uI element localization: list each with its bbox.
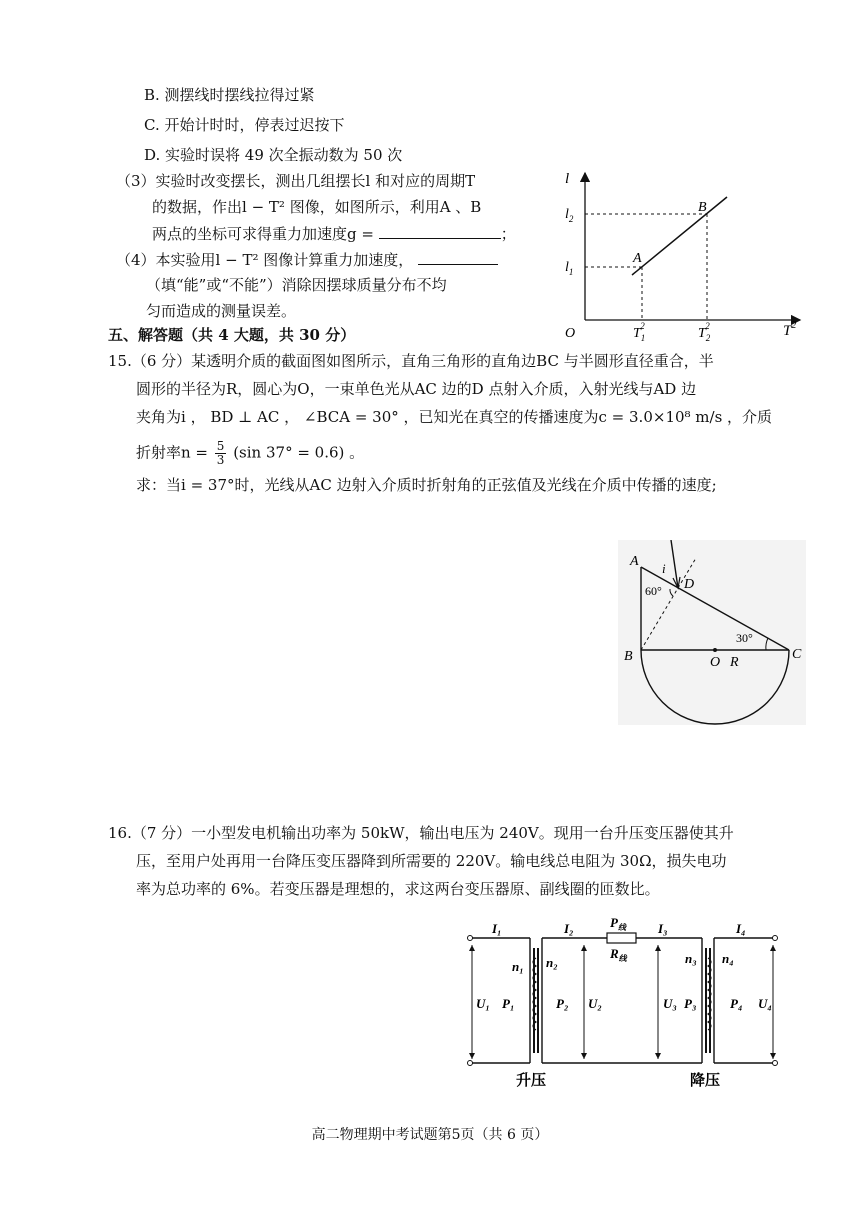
label-p2: P₂ — [556, 996, 569, 1011]
label-u3: U₃ — [663, 996, 677, 1011]
label-i2: I₂ — [564, 921, 574, 936]
q16-line1: 16.（7 分）一小型发电机输出功率为 50kW，输出电压为 240V。现用一台升压变压器使其升 — [108, 824, 734, 842]
fraction-denominator: 3 — [216, 453, 225, 467]
q14-part3-line1: （3）实验时改变摆长，测出几组摆长l 和对应的周期T — [116, 172, 476, 190]
label-step-up: 升压 — [516, 1073, 547, 1089]
label-d: D — [684, 577, 695, 592]
option-b: B. 测摆线时摆线拉得过紧 — [144, 86, 315, 104]
q15-n-equals: 折射率n = — [136, 443, 208, 462]
label-a: A — [630, 554, 639, 569]
label-u4: U₄ — [758, 996, 772, 1011]
label-n3: n₃ — [685, 951, 697, 966]
q14-part3-line2: 的数据，作出l − T² 图像，如图所示，利用A 、B — [152, 198, 482, 216]
page-footer: 高二物理期中考试题第5页（共 6 页） — [311, 1127, 549, 1143]
q15-line4 — [136, 440, 364, 467]
prism-figure — [618, 540, 806, 725]
q14-part4-line1 — [116, 248, 498, 271]
label-c: C — [792, 647, 802, 662]
label-b: B — [624, 649, 633, 664]
label-u1: U₁ — [476, 996, 490, 1011]
label-o: O — [710, 655, 721, 670]
origin-label: O — [565, 326, 576, 341]
tick-l2: $l_2$ — [565, 207, 574, 224]
q15-line5: 求：当i = 37°时，光线从AC 边射入介质时折射角的正弦值及光线在介质中传播的速度; — [136, 476, 717, 494]
y-axis-label: l — [565, 171, 570, 187]
q15-sin-note: (sin 37° = 0.6) 。 — [233, 443, 365, 462]
label-r-line: $R_线$ — [610, 946, 627, 963]
label-n2: n₂ — [546, 955, 558, 970]
q14-part3-line3 — [152, 222, 516, 245]
label-n1: n₁ — [512, 959, 524, 974]
label-p4: P₄ — [730, 996, 743, 1011]
q14-part3-end: ； — [500, 225, 516, 243]
l-t2-graph — [555, 165, 810, 343]
answer-blank-g[interactable] — [379, 222, 501, 239]
label-p-loss: $P_线$ — [610, 915, 626, 932]
label-step-down: 降压 — [690, 1073, 721, 1089]
point-a-label: A — [633, 251, 642, 266]
point-b-label: B — [698, 200, 707, 215]
section-heading: 五、解答题（共 4 大题，共 30 分） — [108, 326, 356, 344]
option-d: D. 实验时误将 49 次全振动数为 50 次 — [144, 146, 403, 164]
fraction — [215, 440, 227, 467]
q16-line2: 压，至用户处再用一台降压变压器降到所需要的 220V。输电线总电阻为 30Ω，损失电功 — [136, 852, 727, 870]
label-r: R — [730, 655, 739, 670]
label-u2: U₂ — [588, 996, 602, 1011]
q15-line2: 圆形的半径为R，圆心为O，一束单色光从AC 边的D 点射入介质，入射光线与AD 边 — [136, 380, 697, 398]
q15-line3: 夹角为i ， BD ⊥ AC ， ∠BCA = 30° ，已知光在真空的传播速度为c = 3.0×10⁸ m/s ，介质 — [136, 408, 773, 426]
label-i: i — [662, 561, 666, 576]
answer-blank-can[interactable] — [418, 248, 498, 265]
tick-l1: $l_1$ — [565, 260, 574, 277]
tick-t2: $T_22$ — [698, 321, 711, 343]
label-n4: n₄ — [722, 951, 734, 966]
label-angle-60: 60° — [645, 584, 662, 598]
tick-t1: $T_12$ — [633, 321, 646, 343]
fraction-numerator: 5 — [216, 439, 225, 453]
q14-part4-text: （4）本实验用l − T² 图像计算重力加速度， — [116, 251, 414, 269]
q14-part4-line2: （填“能”或“不能”）消除因摆球质量分布不均 — [146, 276, 447, 294]
label-angle-30: 30° — [736, 631, 753, 645]
option-c: C. 开始计时时，停表过迟按下 — [144, 116, 345, 134]
label-p3: P₃ — [684, 996, 697, 1011]
x-axis-label: $T^2$ — [783, 320, 797, 339]
label-i3: I₃ — [658, 921, 668, 936]
q15-line1: 15.（6 分）某透明介质的截面图如图所示，直角三角形的直角边BC 与半圆形直径重合，半 — [108, 352, 714, 370]
label-p1: P₁ — [502, 996, 515, 1011]
transmission-circuit — [460, 913, 785, 1091]
q14-part3-text: 两点的坐标可求得重力加速度g = — [152, 225, 374, 243]
q16-line3: 率为总功率的 6%。若变压器是理想的，求这两台变压器原、副线圈的匝数比。 — [136, 880, 660, 898]
label-i1: I₁ — [492, 921, 502, 936]
q14-part4-line3: 匀而造成的测量误差。 — [146, 302, 297, 320]
label-i4: I₄ — [736, 921, 746, 936]
